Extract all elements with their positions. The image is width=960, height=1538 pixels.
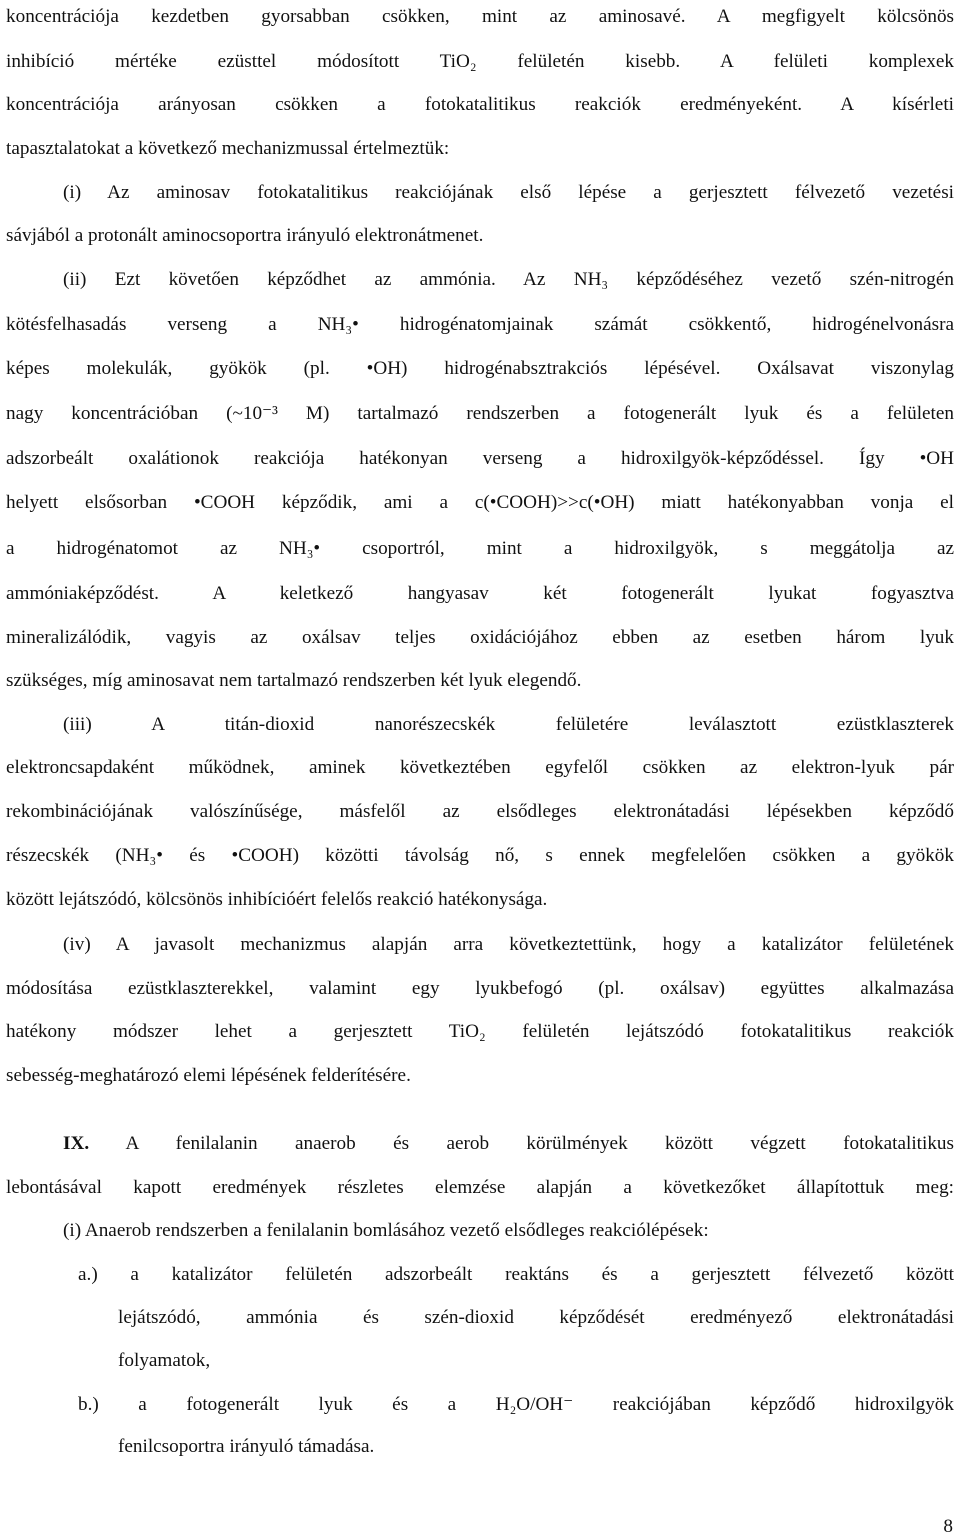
text-line: részecskék (NH₃• és •COOH) közötti távolság nő, s ennek megfelelően csökken a gyökök: [6, 845, 954, 866]
text-line: tapasztalatokat a következő mechanizmussal értelmeztük:: [6, 138, 450, 159]
text-line: elektroncsapdaként működnek, aminek következtében egyfelől csökken az elektron-lyuk pár: [6, 757, 954, 778]
text-line: kötésfelhasadás verseng a NH₃• hidrogénatomjainak számát csökkentő, hidrogénelvonásra: [6, 314, 954, 335]
text-line: inhibíció mértéke ezüsttel módosított TiO₂ felületén kisebb. A felületi komplexek: [6, 51, 954, 72]
text-line: hatékony módszer lehet a gerjesztett TiO₂ felületén lejátszódó fotokatalitikus reakciók: [6, 1021, 954, 1042]
text-line: adszorbeált oxalátionok reakciója hatékonyan verseng a hidroxilgyök-képződéssel. Így •OH: [6, 448, 954, 469]
section-number: IX.: [63, 1133, 90, 1154]
text-line: képes molekulák, gyökök (pl. •OH) hidrogénabsztrakciós lépésével. Oxálsavat viszonylag: [6, 358, 954, 379]
section-heading-text: A fenilalanin anaerob és aerob körülmények között végzett fotokatalitikus: [125, 1133, 954, 1154]
list-item-continuation: folyamatok,: [118, 1350, 211, 1371]
text-line: sávjából a protonált aminocsoportra irányuló elektronátmenet.: [6, 225, 484, 246]
text-line: koncentrációja kezdetben gyorsabban csökken, mint az aminosavé. A megfigyelt kölcsönös: [6, 6, 954, 27]
text-line: módosítása ezüstklaszterekkel, valamint egy lyukbefogó (pl. oxálsav) együttes alkalmazása: [6, 978, 954, 999]
text-line: rekombinációjának valószínűsége, másfelől az elsődleges elektronátadási lépésekben képződő: [6, 801, 954, 822]
text-line: (iii) A titán-dioxid nanorészecskék felületére leválasztott ezüstklaszterek: [63, 714, 954, 735]
list-item-continuation: lejátszódó, ammónia és szén-dioxid képződését eredményező elektronátadási: [118, 1307, 954, 1328]
text-line: koncentrációja arányosan csökken a fotokatalitikus reakciók eredményeként. A kísérleti: [6, 94, 954, 115]
section-heading-line: [63, 1131, 954, 1157]
text-line: sebesség-meghatározó elemi lépésének felderítésére.: [6, 1065, 411, 1086]
text-line: (ii) Ezt követően képződhet az ammónia. Az NH₃ képződéséhez vezető szén-nitrogén: [63, 269, 954, 290]
text-line: ammóniaképződést. A keletkező hangyasav két fotogenerált lyukat fogyasztva: [6, 583, 954, 604]
page-number: 8: [943, 1516, 953, 1537]
text-line: mineralizálódik, vagyis az oxálsav teljes oxidációjához ebben az esetben három lyuk: [6, 627, 954, 648]
text-line: (iv) A javasolt mechanizmus alapján arra következtettünk, hogy a katalizátor felületének: [63, 934, 954, 955]
text-line: szükséges, míg aminosavat nem tartalmazó rendszerben két lyuk elegendő.: [6, 670, 582, 691]
text-line: a hidrogénatomot az NH₃• csoportról, mint a hidroxilgyök, s meggátolja az: [6, 538, 954, 559]
text-line: lebontásával kapott eredmények részletes elemzése alapján a következőket állapítottuk meg:: [6, 1177, 954, 1198]
list-item: b.) a fotogenerált lyuk és a H₂O/OH⁻ reakciójában képződő hidroxilgyök: [78, 1394, 954, 1415]
text-line: (i) Anaerob rendszerben a fenilalanin bomlásához vezető elsődleges reakciólépések:: [63, 1220, 709, 1241]
list-item-continuation: fenilcsoportra irányuló támadása.: [118, 1436, 375, 1457]
list-item: a.) a katalizátor felületén adszorbeált reaktáns és a gerjesztett félvezető között: [78, 1264, 954, 1285]
text-line: helyett elsősorban •COOH képződik, ami a c(•COOH)>>c(•OH) miatt hatékonyabban vonja el: [6, 492, 954, 513]
text-line: (i) Az aminosav fotokatalitikus reakciójának első lépése a gerjesztett félvezető vezetési: [63, 182, 954, 203]
text-line: között lejátszódó, kölcsönös inhibícióért felelős reakció hatékonysága.: [6, 889, 548, 910]
text-line: nagy koncentrációban (~10⁻³ M) tartalmazó rendszerben a fotogenerált lyuk és a felületen: [6, 403, 954, 424]
